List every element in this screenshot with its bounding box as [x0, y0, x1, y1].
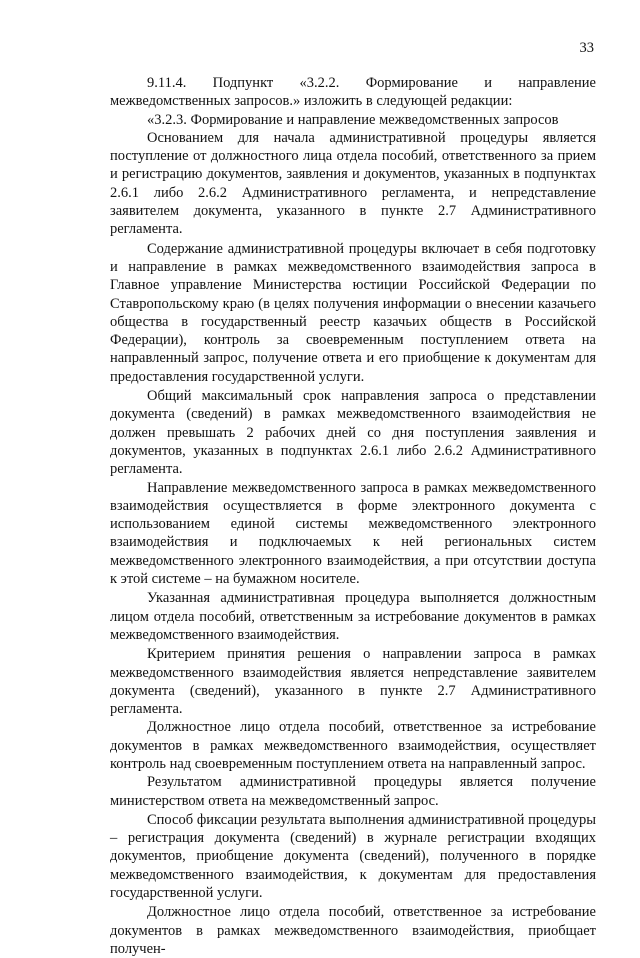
paragraph-criterion: Критерием принятия решения о направлении запроса в рамках межведомственного взаимодействия является непредставление заявителем документа (сведений), указанного в пункте 2.7 Административного регламента. [110, 646, 596, 718]
paragraph-result: Результатом административной процедуры является получение министерством ответа на межведомственный запрос. [110, 774, 596, 809]
paragraph-deadline: Общий максимальный срок направления запроса о представлении документа (сведений) в рамках межведомственного взаимодействия не должен превышать 2 рабочих дней со дня поступления заявления и документов, указанных в подпунктах 2.6.1 либо 2.6.2 Административного регламента. [110, 388, 596, 478]
paragraph-request-form: Направление межведомственного запроса в рамках межведомственного взаимодействия осуществляется в форме электронного документа с использованием единой системы межведомственного электронного взаимодействия и подключаемых к ней региональных систем межведомственного электронного взаимодействия, а при отсутствии доступа к этой системе – на бумажном носителе. [110, 479, 596, 588]
paragraph-basis: Основанием для начала административной процедуры является поступление от должностного лица отдела пособий, ответственного за прием и регистрацию документов, заявления и документов, указанных в подпунктах 2.6.1 либо 2.6.2 Административного регламента, и непредставление заявителем документа, указанного в пункте 2.7 Административного регламента. [110, 129, 596, 238]
paragraph-subheading-3-2-3: «3.2.3. Формирование и направление межведомственных запросов [147, 111, 559, 128]
paragraph-attach: Должностное лицо отдела пособий, ответственное за истребование документов в рамках межведомственного взаимодействия, приобщает получен- [110, 904, 596, 957]
paragraph-fixation: Способ фиксации результата выполнения административной процедуры – регистрация документа (сведений) в журнале регистрации входящих документов, приобщение документа (сведений), полученного в порядке межведомственного взаимодействия, к документам для предоставления государственной услуги. [110, 811, 596, 902]
paragraph-content: Содержание административной процедуры включает в себя подготовку и направление в рамках межведомственного взаимодействия запроса в Главное управление Министерства юстиции Российской Федерации по Ставропольскому краю (в целях получения информации о внесении казачьего общества в государственный реестр казачьих обществ в Российской Федерации), контроль за своевременным поступлением ответа на направленный запрос, получение ответа и его приобщение к документам для предоставления государственной услуги. [110, 240, 596, 385]
paragraph-9-11-4: 9.11.4. Подпункт «3.2.2. Формирование и направление межведомственных запросов.» изложить в следующей редакции: [110, 75, 596, 110]
page-number: 33 [579, 40, 594, 56]
paragraph-control: Должностное лицо отдела пособий, ответственное за истребование документов в рамках межведомственного взаимодействия, осуществляет контроль над своевременным поступлением ответа на направленный запрос. [110, 719, 596, 772]
paragraph-responsible: Указанная административная процедура выполняется должностным лицом отдела пособий, ответственным за истребование документов в рамках межведомственного взаимодействия. [110, 590, 596, 643]
document-body [110, 74, 596, 958]
